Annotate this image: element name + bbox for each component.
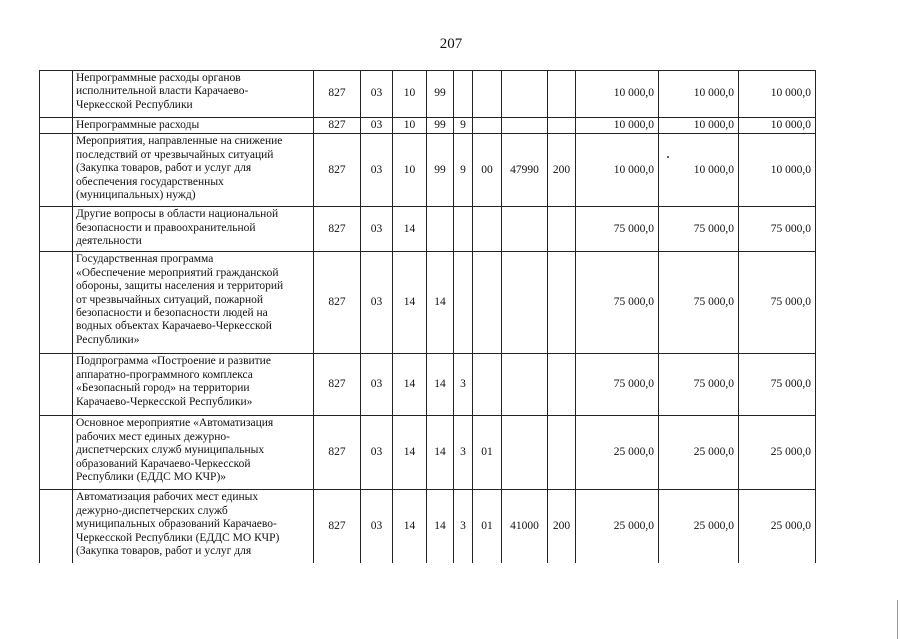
table-row bbox=[40, 118, 816, 134]
row-section: 03 bbox=[361, 490, 393, 563]
row-event-code bbox=[473, 207, 502, 252]
row-expense-type: 200 bbox=[548, 490, 576, 563]
row-subprogram-code: 3 bbox=[454, 416, 473, 490]
row-subprogram-code bbox=[454, 71, 473, 118]
row-event-code bbox=[473, 118, 502, 134]
row-amount-year-1: 10 000,0 bbox=[576, 71, 659, 118]
scan-edge-line bbox=[897, 600, 898, 639]
row-subprogram-code: 9 bbox=[454, 134, 473, 207]
row-expense-type: 200 bbox=[548, 134, 576, 207]
budget-table-body bbox=[40, 71, 816, 563]
row-expense-type bbox=[548, 252, 576, 354]
row-program-code bbox=[427, 207, 454, 252]
row-event-code: 00 bbox=[473, 134, 502, 207]
row-amount-year-3: 25 000,0 bbox=[739, 416, 816, 490]
row-subsection: 14 bbox=[393, 416, 427, 490]
table-row bbox=[40, 71, 816, 118]
table-row bbox=[40, 354, 816, 416]
row-amount-year-3: 10 000,0 bbox=[739, 118, 816, 134]
row-program-code: 99 bbox=[427, 134, 454, 207]
row-code: 827 bbox=[314, 207, 361, 252]
row-index-cell bbox=[40, 416, 73, 490]
row-subsection: 10 bbox=[393, 118, 427, 134]
row-amount-year-2: 75 000,0 bbox=[659, 252, 739, 354]
row-subprogram-code: 3 bbox=[454, 354, 473, 416]
row-subsection: 10 bbox=[393, 71, 427, 118]
table-row bbox=[40, 207, 816, 252]
row-index-cell bbox=[40, 118, 73, 134]
row-direction-code bbox=[502, 118, 548, 134]
row-event-code: 01 bbox=[473, 490, 502, 563]
row-code: 827 bbox=[314, 490, 361, 563]
row-amount-year-2: 75 000,0 bbox=[659, 207, 739, 252]
row-subprogram-code bbox=[454, 252, 473, 354]
row-code: 827 bbox=[314, 252, 361, 354]
row-index-cell bbox=[40, 252, 73, 354]
row-subsection: 14 bbox=[393, 252, 427, 354]
row-index-cell bbox=[40, 207, 73, 252]
row-name: Непрограммные расходы bbox=[73, 118, 314, 134]
row-code: 827 bbox=[314, 354, 361, 416]
row-amount-year-1: 75 000,0 bbox=[576, 207, 659, 252]
row-direction-code: 41000 bbox=[502, 490, 548, 563]
row-amount-year-3: 75 000,0 bbox=[739, 354, 816, 416]
row-amount-year-3: 75 000,0 bbox=[739, 252, 816, 354]
row-name: Другие вопросы в области национальной безопасности и правоохранительной деятельности bbox=[73, 207, 314, 252]
row-name: Государственная программа «Обеспечение мероприятий гражданской обороны, защиты населения и территорий от чрезвычайных ситуаций, пожарной безопасности и безопасности людей на водных объектах Карачаево-Черкесской Республики» bbox=[73, 252, 314, 354]
row-subsection: 14 bbox=[393, 354, 427, 416]
row-amount-year-1: 75 000,0 bbox=[576, 252, 659, 354]
row-name: Подпрограмма «Построение и развитие аппаратно-программного комплекса «Безопасный город» на территории Карачаево-Черкесской Республики» bbox=[73, 354, 314, 416]
row-amount-year-1: 25 000,0 bbox=[576, 490, 659, 563]
row-name: Автоматизация рабочих мест единых дежурно-диспетчерских служб муниципальных образований Карачаево- Черкесской Республики (ЕДДС МО КЧР) (Закупка товаров, работ и услуг для bbox=[73, 490, 314, 563]
row-event-code: 01 bbox=[473, 416, 502, 490]
row-name: Непрограммные расходы органов исполнительной власти Карачаево- Черкесской Республики bbox=[73, 71, 314, 118]
row-amount-year-3: 75 000,0 bbox=[739, 207, 816, 252]
row-code: 827 bbox=[314, 416, 361, 490]
table-row bbox=[40, 252, 816, 354]
row-amount-year-3: 10 000,0 bbox=[739, 134, 816, 207]
row-expense-type bbox=[548, 71, 576, 118]
row-program-code: 99 bbox=[427, 71, 454, 118]
row-amount-year-1: 25 000,0 bbox=[576, 416, 659, 490]
row-section: 03 bbox=[361, 207, 393, 252]
page-number: 207 bbox=[439, 36, 463, 52]
row-subprogram-code bbox=[454, 207, 473, 252]
row-code: 827 bbox=[314, 134, 361, 207]
row-section: 03 bbox=[361, 252, 393, 354]
row-expense-type bbox=[548, 118, 576, 134]
row-name: Мероприятия, направленные на снижение последствий от чрезвычайных ситуаций (Закупка товаров, работ и услуг для обеспечения государственных (муниципальных) нужд) bbox=[73, 134, 314, 207]
row-name: Основное мероприятие «Автоматизация рабочих мест единых дежурно- диспетчерских служб муниципальных образований Карачаево-Черкесской Республики (ЕДДС МО КЧР)» bbox=[73, 416, 314, 490]
row-index-cell bbox=[40, 490, 73, 563]
row-direction-code bbox=[502, 252, 548, 354]
row-amount-year-3: 25 000,0 bbox=[739, 490, 816, 563]
table-row bbox=[40, 134, 816, 207]
row-program-code: 99 bbox=[427, 118, 454, 134]
row-section: 03 bbox=[361, 416, 393, 490]
row-direction-code bbox=[502, 354, 548, 416]
scan-speck bbox=[667, 156, 669, 158]
row-amount-year-2: 10 000,0 bbox=[659, 118, 739, 134]
row-program-code: 14 bbox=[427, 252, 454, 354]
row-program-code: 14 bbox=[427, 354, 454, 416]
row-index-cell bbox=[40, 354, 73, 416]
table-row bbox=[40, 416, 816, 490]
row-subsection: 14 bbox=[393, 207, 427, 252]
row-subprogram-code: 9 bbox=[454, 118, 473, 134]
row-index-cell bbox=[40, 71, 73, 118]
row-direction-code bbox=[502, 416, 548, 490]
row-section: 03 bbox=[361, 134, 393, 207]
row-subsection: 14 bbox=[393, 490, 427, 563]
budget-table bbox=[39, 70, 816, 563]
row-amount-year-2: 25 000,0 bbox=[659, 416, 739, 490]
row-direction-code: 47990 bbox=[502, 134, 548, 207]
row-event-code bbox=[473, 252, 502, 354]
row-event-code bbox=[473, 71, 502, 118]
row-amount-year-1: 10 000,0 bbox=[576, 118, 659, 134]
row-amount-year-3: 10 000,0 bbox=[739, 71, 816, 118]
row-code: 827 bbox=[314, 71, 361, 118]
table-row bbox=[40, 490, 816, 563]
row-expense-type bbox=[548, 207, 576, 252]
row-amount-year-2: 25 000,0 bbox=[659, 490, 739, 563]
row-amount-year-2: 75 000,0 bbox=[659, 354, 739, 416]
row-amount-year-2: 10 000,0 bbox=[659, 71, 739, 118]
row-amount-year-2: 10 000,0 bbox=[659, 134, 739, 207]
row-amount-year-1: 10 000,0 bbox=[576, 134, 659, 207]
row-event-code bbox=[473, 354, 502, 416]
row-direction-code bbox=[502, 207, 548, 252]
row-amount-year-1: 75 000,0 bbox=[576, 354, 659, 416]
row-section: 03 bbox=[361, 354, 393, 416]
row-subprogram-code: 3 bbox=[454, 490, 473, 563]
row-direction-code bbox=[502, 71, 548, 118]
row-expense-type bbox=[548, 416, 576, 490]
row-index-cell bbox=[40, 134, 73, 207]
row-program-code: 14 bbox=[427, 490, 454, 563]
row-code: 827 bbox=[314, 118, 361, 134]
row-section: 03 bbox=[361, 118, 393, 134]
row-expense-type bbox=[548, 354, 576, 416]
row-section: 03 bbox=[361, 71, 393, 118]
row-subsection: 10 bbox=[393, 134, 427, 207]
row-program-code: 14 bbox=[427, 416, 454, 490]
